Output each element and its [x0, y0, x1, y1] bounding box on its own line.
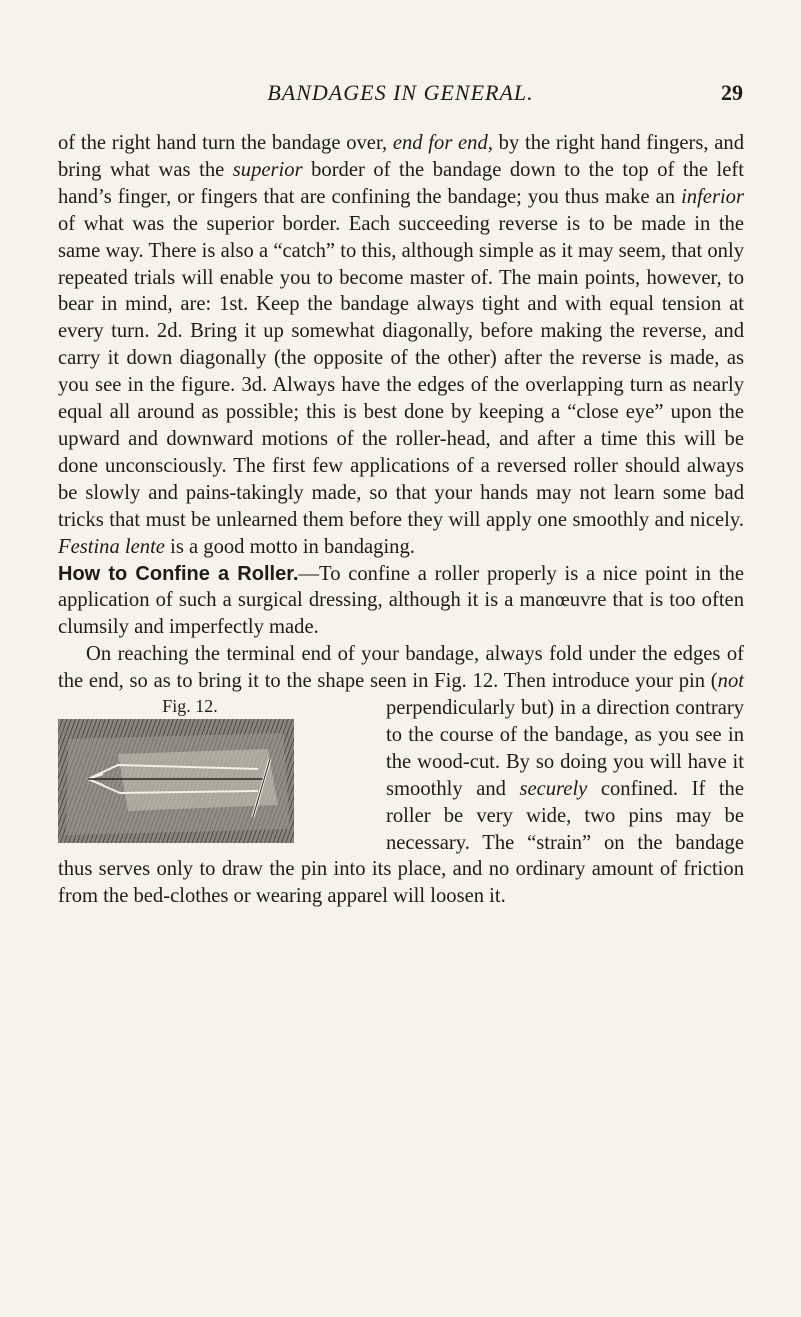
body-text	[58, 130, 744, 910]
text-run: of what was the superior border. Each succeeding reverse is to be made in the same way. There is also a “catch” to this, although simple as it may seem, that only repeated trials will enable you to become master of. The main points, however, to bear in mind, are: 1st. Keep the bandage always tight and with equal tension at every turn. 2d. Bring it up somewhat diagonally, before making the reverse, and carry it down diagonally (the opposite of the other) after the reverse is made, as you see in the figure. 3d. Always have the edges of the overlapping turn as nearly equal all around as possible; this is best done by keeping a “close eye” upon the upward and downward motions of the roller-head, and after a time this will be done unconsciously. The first few applications of a reversed roller should always be slowly and pains-takingly made, so that your hands may not learn some bad tricks that must be unlearned them before they will apply one smoothly and nicely.	[58, 212, 744, 531]
emphasis: end for end,	[392, 132, 493, 154]
running-title: BANDAGES IN GENERAL.	[267, 80, 534, 105]
section-heading: How to Confine a Roller.	[58, 562, 299, 585]
emphasis: Festina lente	[58, 535, 165, 558]
bandage-pin-woodcut	[58, 719, 294, 843]
running-head	[0, 80, 801, 120]
text-run: border of the bandage down to the top of the left hand’s finger, or fingers that are confining the bandage; you thus make an	[58, 158, 744, 208]
figure-caption: Fig. 12.	[162, 696, 218, 717]
text-run: is a good motto in bandaging.	[164, 535, 415, 558]
emphasis: inferior	[681, 185, 744, 208]
text-run: by the right hand fingers, and bring what was the	[58, 132, 744, 181]
emphasis: not	[717, 670, 744, 693]
paragraph-confine-roller	[58, 561, 744, 642]
emphasis: superior	[232, 158, 303, 181]
page-number: 29	[721, 80, 743, 105]
figure-12	[0, 695, 368, 843]
paragraph-terminal-end	[58, 641, 744, 910]
text-run: of the right hand turn the bandage over,	[58, 132, 393, 154]
text-run: confined. If the roller be very wide, two pins may be necessary. The “strain” on the bandage thus serves only to draw the pin into its place, and no ordinary amount of friction from the bed-clothes or wearing apparel will loosen it.	[58, 777, 744, 908]
text-run: —To confine a roller properly is a nice point in the application of such a surgical dressing, although it is a manœuvre that is too often clumsily and imperfectly made.	[58, 562, 744, 639]
text-run: On reaching the terminal end of your bandage, always fold under the edges of the end, so as to bring it to the shape seen in Fig. 12. Then introduce your pin (	[58, 643, 744, 693]
text-run: perpendicularly but) in a direction contrary to the course of the bandage, as you see in the wood-cut. By so doing you will have it smoothly and	[386, 697, 744, 800]
paragraph-reverse-technique	[58, 130, 744, 561]
emphasis: securely	[519, 777, 588, 800]
